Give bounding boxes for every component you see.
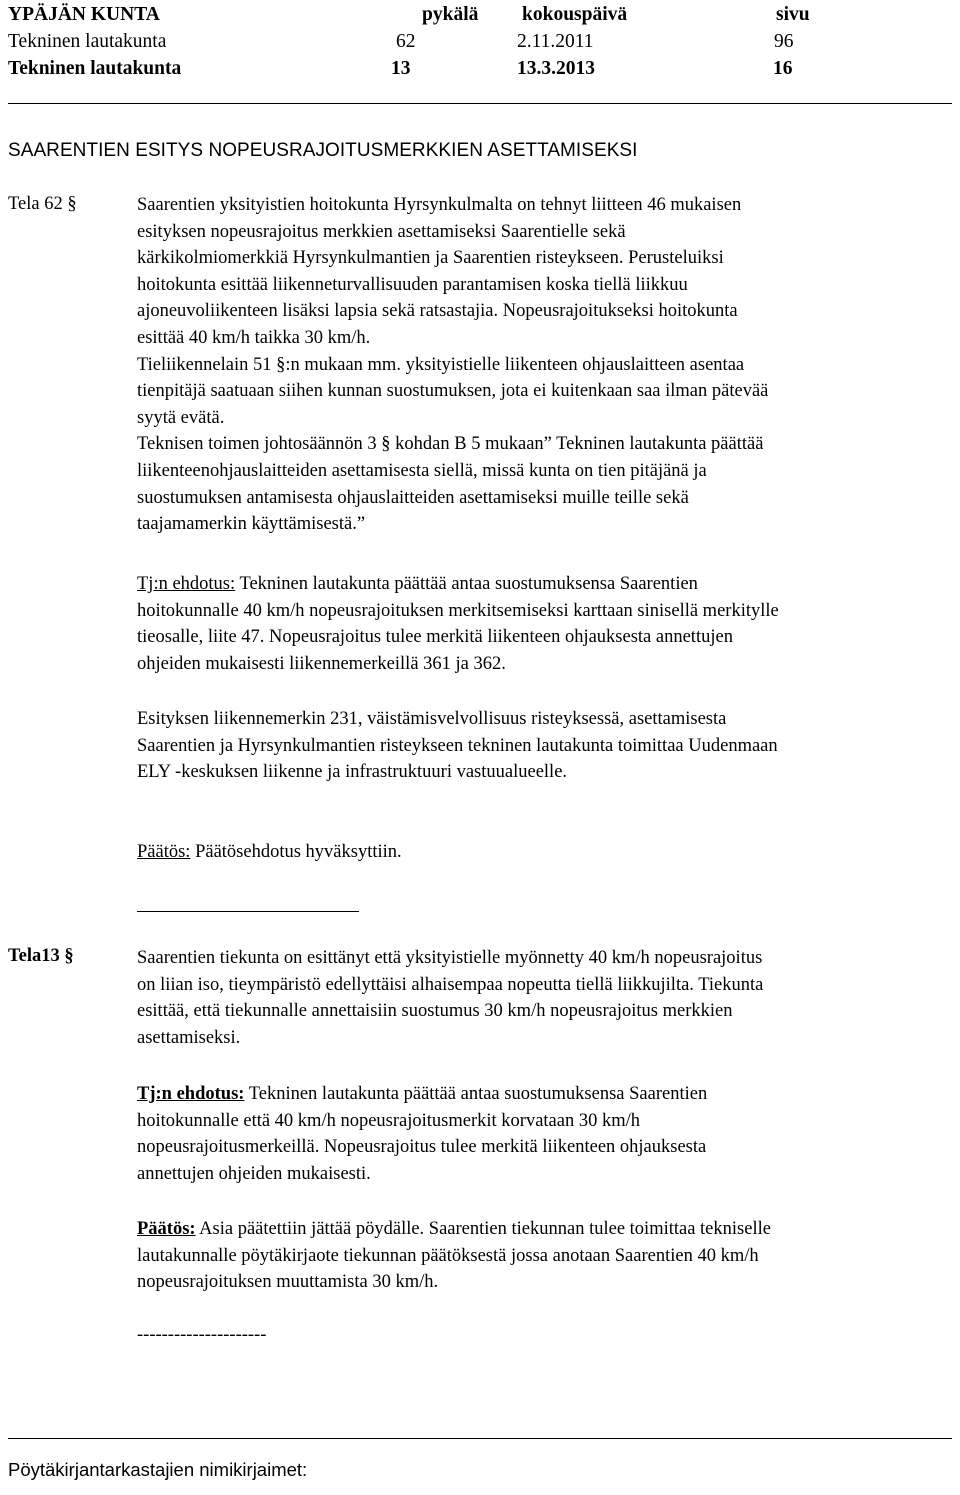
decision-label: Päätös: bbox=[137, 1219, 196, 1239]
item62-paragraph bbox=[137, 192, 952, 538]
text-line: hoitokunnalle että 40 km/h nopeusrajoitusmerkit korvataan 30 km/h bbox=[137, 1110, 640, 1131]
decision-label: Päätös: bbox=[137, 842, 191, 862]
text-line: syytä evätä. bbox=[137, 407, 225, 428]
header-divider bbox=[8, 103, 952, 104]
header-col-kokouspaiva: kokouspäivä bbox=[522, 4, 628, 25]
item62-paragraph-ely bbox=[137, 706, 952, 786]
header-col-pykala: pykälä bbox=[422, 4, 479, 25]
header-row1-page: 96 bbox=[774, 31, 794, 52]
text-line: annettujen ohjeiden mukaisesti. bbox=[137, 1163, 371, 1184]
text-line: Saarentien ja Hyrsynkulmantien risteykseen tekninen lautakunta toimittaa Uudenmaan bbox=[137, 735, 778, 756]
header-row2-pykala: 13 bbox=[391, 58, 411, 79]
text-line: Tieliikennelain 51 §:n mukaan mm. yksityistielle liikenteen ohjauslaitteen asentaa bbox=[137, 354, 745, 375]
text-line: kärkikolmiomerkkiä Hyrsynkulmantien ja Saarentien risteykseen. Perusteluiksi bbox=[137, 248, 724, 269]
header-row2-date: 13.3.2013 bbox=[517, 58, 595, 79]
text-line: Esityksen liikennemerkin 231, väistämisvelvollisuus risteyksessä, asettamisesta bbox=[137, 709, 727, 729]
text-line: esittää 40 km/h taikka 30 km/h. bbox=[137, 327, 371, 348]
item13-proposal bbox=[137, 1081, 952, 1187]
text-line: nopeusrajoitusmerkeillä. Nopeusrajoitus tulee merkitä liikenteen ohjauksesta bbox=[137, 1137, 707, 1158]
item62-decision bbox=[137, 839, 952, 866]
text-line: Saarentien yksityistien hoitokunta Hyrsynkulmalta on tehnyt liitteen 46 mukaisen bbox=[137, 195, 742, 215]
header-row2-page: 16 bbox=[773, 58, 793, 79]
municipality-name: YPÄJÄN KUNTA bbox=[8, 4, 160, 25]
text-line: suostumuksen antamisesta ohjauslaitteiden asettamiseksi muille teille sekä bbox=[137, 487, 689, 508]
end-marker: --------------------- bbox=[137, 1325, 267, 1345]
text-line: Saarentien tiekunta on esittänyt että yksityistielle myönnetty 40 km/h nopeusrajoitus bbox=[137, 948, 763, 968]
text-line: esittää, että tiekunnalle annettaisiin suostumus 30 km/h nopeusrajoitus merkkien bbox=[137, 1001, 733, 1022]
header-row1-board: Tekninen lautakunta bbox=[8, 31, 167, 52]
section-title: SAARENTIEN ESITYS NOPEUSRAJOITUSMERKKIEN ASETTAMISEKSI bbox=[8, 140, 638, 161]
text-line: ELY -keskuksen liikenne ja infrastruktuuri vastuualueelle. bbox=[137, 762, 568, 783]
text-line: liikenteenohjauslaitteiden asettamisesta siellä, missä kunta on tien pitäjänä ja bbox=[137, 460, 707, 481]
text-line: nopeusrajoituksen muuttamista 30 km/h. bbox=[137, 1272, 439, 1293]
text-line: Teknisen toimen johtosäännön 3 § kohdan B 5 mukaan” Tekninen lautakunta päättää bbox=[137, 434, 764, 455]
text-line: ajoneuvoliikenteen lisäksi lapsia sekä ratsastajia. Nopeusrajoitukseksi hoitokunta bbox=[137, 301, 738, 322]
text-line: Tekninen lautakunta päättää antaa suostumuksensa Saarentien bbox=[235, 574, 698, 594]
header-col-sivu: sivu bbox=[776, 4, 810, 25]
footer-divider bbox=[8, 1438, 952, 1439]
proposal-label: Tj:n ehdotus: bbox=[137, 574, 236, 594]
text-line: hoitokunta esittää liikenneturvallisuuden parantamisen koska tiellä liikkuu bbox=[137, 274, 688, 295]
item-separator-line bbox=[137, 911, 359, 912]
text-line: Asia päätettiin jättää pöydälle. Saarentien tiekunnan tulee toimittaa tekniselle bbox=[195, 1219, 771, 1239]
text-line: esityksen nopeusrajoitus merkkien asettamiseksi Saarentielle sekä bbox=[137, 221, 626, 242]
text-line: hoitokunnalle 40 km/h nopeusrajoituksen merkitsemiseksi karttaan sinisellä merkitylle bbox=[137, 600, 779, 621]
proposal-label: Tj:n ehdotus: bbox=[137, 1084, 245, 1104]
text-line: asettamiseksi. bbox=[137, 1027, 241, 1048]
item13-decision bbox=[137, 1216, 952, 1296]
signatures-label: Pöytäkirjantarkastajien nimikirjaimet: bbox=[8, 1459, 308, 1480]
text-line: lautakunnalle pöytäkirjaote tiekunnan päätöksestä jossa anotaan Saarentien 40 km/h bbox=[137, 1245, 759, 1266]
item62-proposal bbox=[137, 571, 952, 677]
text-line: Tekninen lautakunta päättää antaa suostumuksensa Saarentien bbox=[244, 1084, 708, 1104]
text-line: tienpitäjä saatuaan siihen kunnan suostumuksen, jota ei kuitenkaan saa ilman pätevää bbox=[137, 381, 769, 402]
header-row1-pykala: 62 bbox=[396, 31, 416, 52]
text-line: ohjeiden mukaisesti liikennemerkeillä 361 ja 362. bbox=[137, 653, 506, 674]
item13-label: Tela13 § bbox=[8, 946, 74, 966]
text-line: on liian iso, tieympäristö edellyttäisi alhaisempaa nopeutta tiellä liikkujilta. Tiekunta bbox=[137, 974, 764, 995]
item62-label: Tela 62 § bbox=[8, 194, 77, 214]
text-line: taajamamerkin käyttämisestä.” bbox=[137, 514, 366, 535]
header-row2-board: Tekninen lautakunta bbox=[8, 58, 182, 79]
text-line: tieosalle, liite 47. Nopeusrajoitus tulee merkitä liikenteen ohjauksesta annettujen bbox=[137, 627, 733, 648]
item13-paragraph bbox=[137, 945, 952, 1051]
decision-text: Päätösehdotus hyväksyttiin. bbox=[190, 842, 402, 862]
header-row1-date: 2.11.2011 bbox=[517, 31, 594, 52]
